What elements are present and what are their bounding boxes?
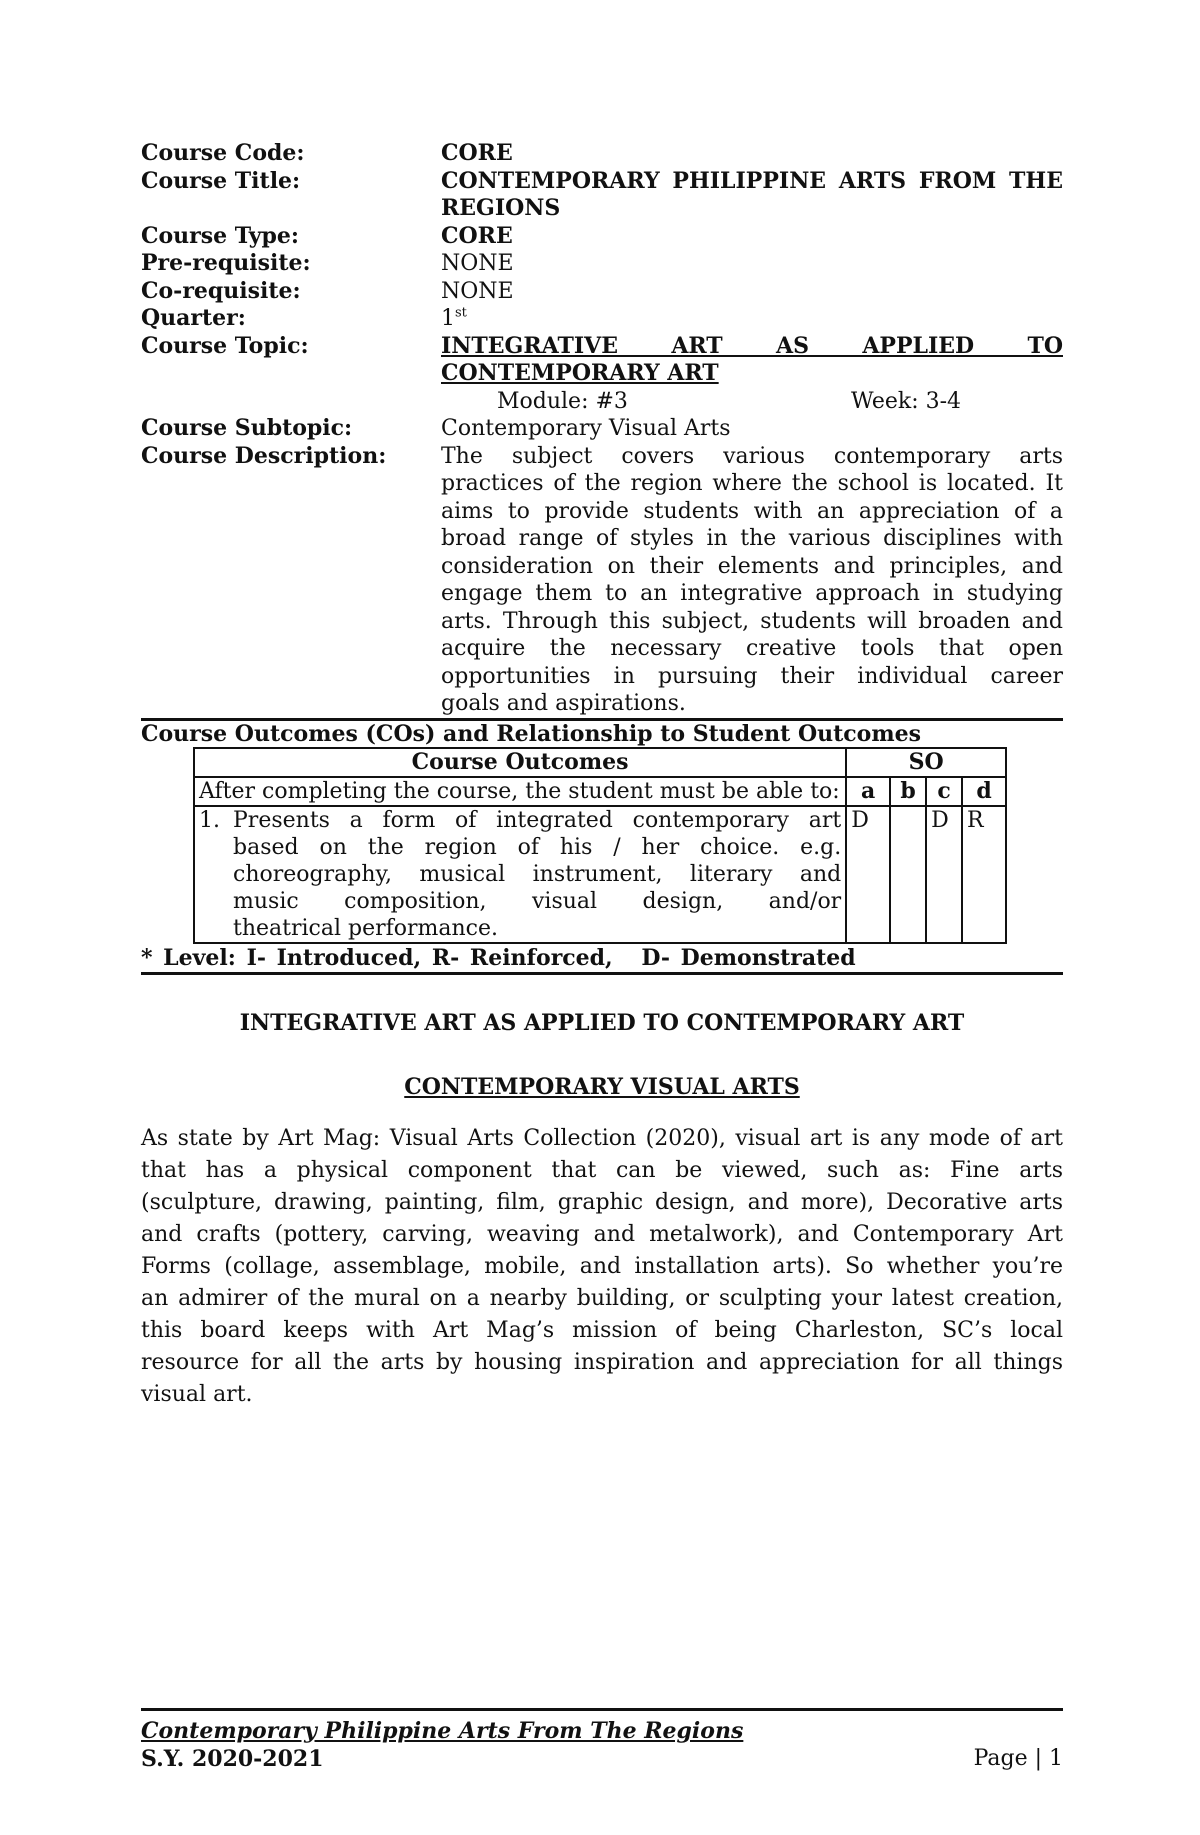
outcome-line: theatrical performance. [233, 915, 499, 941]
body-paragraph [141, 1123, 1063, 1411]
course-subtopic-value: Contemporary Visual Arts [441, 416, 731, 441]
course-type-label: Course Type: [141, 222, 300, 249]
so-header: SO [846, 748, 1006, 777]
desc-line: practices of the region where the school is located. It [441, 471, 1063, 496]
body-line: As state by Art Mag: Visual Arts Collection (2020), visual art is any mode of art [141, 1125, 1063, 1151]
course-subtopic-label: Course Subtopic: [141, 415, 353, 441]
main-heading: INTEGRATIVE ART AS APPLIED TO CONTEMPORARY ART [239, 1009, 965, 1036]
course-subtopic-row [141, 415, 1063, 443]
course-code-label: Course Code: [141, 140, 305, 166]
course-type-row [141, 223, 1063, 251]
course-title-value-cont: REGIONS [441, 195, 561, 221]
course-topic-label: Course Topic: [141, 332, 309, 359]
prerequisite-label: Pre-requisite: [141, 250, 311, 276]
outcome-item-1 [194, 806, 846, 943]
quarter-suffix: st [455, 305, 467, 321]
course-topic-value-cont: CONTEMPORARY ART [441, 360, 719, 386]
course-code-row [141, 140, 1063, 168]
level-reinforced: R- Reinforced, [431, 944, 613, 971]
level-introduced: I- Introduced, [246, 944, 422, 971]
footer-title: Contemporary Philippine Arts From The Regions [141, 1718, 744, 1744]
body-line: and crafts (pottery, carving, weaving and metalwork), and Contemporary Art [141, 1221, 1063, 1247]
quarter-value: 1 [441, 306, 455, 331]
so-col-d: d [962, 777, 1006, 806]
desc-line: consideration on their elements and principles, and [441, 553, 1063, 579]
course-outcomes-title: Course Outcomes (COs) and Relationship to Student Outcomes [141, 720, 922, 747]
outcome-so-a: D [846, 806, 890, 943]
outcomes-intro: After completing the course, the student must be able to: [194, 777, 846, 806]
body-line: visual art. [141, 1381, 253, 1407]
week-range: Week: 3-4 [851, 388, 962, 414]
corequisite-value: NONE [441, 278, 514, 304]
so-col-b: b [890, 777, 926, 806]
page-body [141, 140, 1063, 1411]
course-type-value: CORE [441, 222, 513, 249]
course-description-label: Course Description: [141, 442, 387, 469]
sub-heading: CONTEMPORARY VISUAL ARTS [404, 1073, 800, 1100]
course-description-text [441, 443, 1063, 718]
level-legend [141, 944, 1063, 972]
page-number: Page | 1 [973, 1746, 1063, 1771]
course-description-row [141, 443, 1063, 718]
course-code-value: CORE [441, 140, 513, 166]
course-title-row [141, 168, 1063, 223]
desc-line: opportunities in pursuing their individual career [441, 663, 1063, 689]
outcome-so-c: D [926, 806, 962, 943]
desc-line: goals and aspirations. [441, 691, 686, 716]
desc-line: arts. Through this subject, students will broaden and [441, 608, 1063, 634]
body-line: resource for all the arts by housing inspiration and appreciation for all things [141, 1349, 1063, 1375]
body-line: Forms (collage, assemblage, mobile, and installation arts). So whether you’re [141, 1253, 1063, 1279]
course-outcomes-table [193, 747, 1007, 944]
level-demonstrated: D- Demonstrated [641, 944, 856, 971]
school-year: S.Y. 2020-2021 [141, 1746, 324, 1772]
outcome-number: 1. [199, 807, 220, 833]
outcome-so-b [890, 806, 926, 943]
page-footer [141, 1708, 1063, 1773]
desc-line: aims to provide students with an appreciation of a [441, 498, 1063, 524]
module-number: Module: #3 [497, 388, 628, 414]
section-divider [141, 972, 1063, 975]
corequisite-label: Co-requisite: [141, 277, 301, 304]
body-line: (sculpture, drawing, painting, film, graphic design, and more), Decorative arts [141, 1189, 1063, 1215]
course-outcomes-header: Course Outcomes [194, 748, 846, 777]
course-topic-row [141, 333, 1063, 388]
outcome-line: Presents a form of integrated contemporary art [233, 807, 842, 833]
desc-line: acquire the necessary creative tools that open [441, 636, 1063, 661]
body-line: that has a physical component that can be viewed, such as: Fine arts [141, 1157, 1063, 1183]
outcome-so-d: R [962, 806, 1006, 943]
body-line: this board keeps with Art Mag’s mission of being Charleston, SC’s local [141, 1317, 1063, 1343]
prerequisite-row [141, 250, 1063, 278]
outcome-line: choreography, musical instrument, literary and [233, 861, 842, 887]
course-info [141, 140, 1063, 718]
quarter-row [141, 305, 1063, 333]
prerequisite-value: NONE [441, 251, 514, 276]
module-row [141, 388, 1063, 416]
course-title-label: Course Title: [141, 167, 301, 194]
outcome-line: music composition, visual design, and/or [233, 888, 842, 914]
quarter-label: Quarter: [141, 305, 246, 331]
corequisite-row [141, 278, 1063, 306]
desc-line: broad range of styles in the various disciplines with [441, 526, 1063, 551]
course-title-value: CONTEMPORARY PHILIPPINE ARTS FROM THE [441, 167, 1063, 194]
desc-line: The subject covers various contemporary arts [441, 443, 1063, 469]
so-col-c: c [926, 777, 962, 806]
level-label: * Level: [141, 944, 236, 971]
desc-line: engage them to an integrative approach in studying [441, 581, 1063, 606]
so-col-a: a [846, 777, 890, 806]
course-topic-value: INTEGRATIVE ART AS APPLIED TO [441, 332, 1063, 359]
body-line: an admirer of the mural on a nearby building, or sculpting your latest creation, [141, 1285, 1063, 1311]
outcome-line: based on the region of his / her choice. e.g. [233, 834, 842, 860]
